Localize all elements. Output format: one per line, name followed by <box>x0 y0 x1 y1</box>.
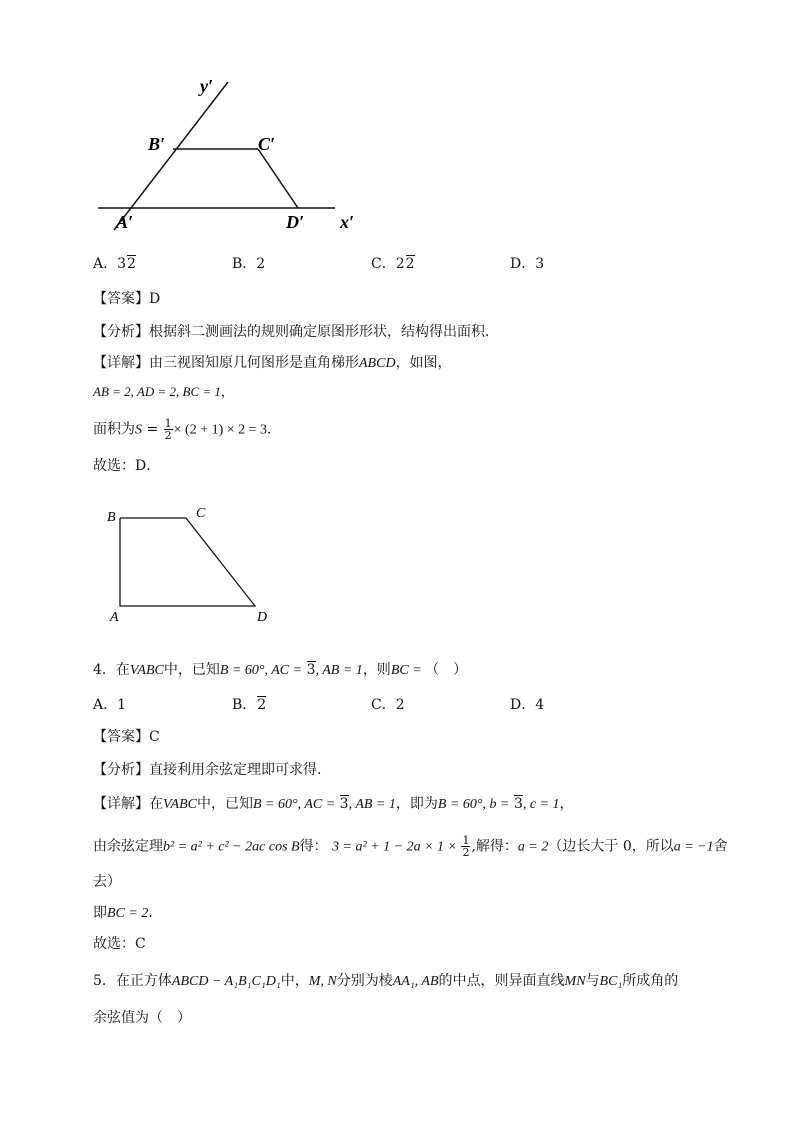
q4-law-continued: 去） <box>93 874 121 890</box>
q4-option-a: A．1 <box>93 697 127 713</box>
q3-option-b: B．2 <box>232 256 266 272</box>
q4-law-of-cosines: 由余弦定理b² = a² + c² − 2ac cos B得： 3 = a² + 1 − 2a × 1 × $\frac{1}{2}$ ,解得：a = 2（边长大于 0，所以a = −1舍 <box>93 834 728 859</box>
q4-choose: 故选：C <box>93 936 146 952</box>
q4-result: 即BC = 2. <box>93 905 153 921</box>
q3-option-c: C．22 <box>371 256 415 272</box>
q5-stem-continued: 余弦值为（ ） <box>93 1010 191 1026</box>
label-b-prime: B′ <box>148 134 166 154</box>
q4-analysis: 【分析】直接利用余弦定理即可求得. <box>93 762 322 778</box>
q3-answer: 【答案】D <box>93 291 161 307</box>
q3-detail: 【详解】由三视图知原几何图形是直角梯形ABCD，如图， <box>93 355 452 371</box>
label-a: A <box>110 610 119 625</box>
label-c: C <box>196 506 206 521</box>
label-y-prime: y′ <box>200 76 214 96</box>
label-c-prime: C′ <box>258 134 276 154</box>
label-b: B <box>107 510 116 525</box>
q4-option-b: B．2 <box>232 697 267 713</box>
q3-choose: 故选：D． <box>93 458 161 474</box>
q3-option-d: D．3 <box>510 256 545 272</box>
label-x-prime: x′ <box>340 212 355 232</box>
q4-option-d: D．4 <box>510 697 545 713</box>
q4-detail: 【详解】在VABC中，已知B = 60°, AC = 3, AB = 1，即为B = 60°, b = 3, c = 1， <box>93 796 574 812</box>
label-d: D <box>257 610 268 625</box>
q3-area: 面积为S = $\frac{1}{2}$ × (2 + 1) × 2 = 3． <box>93 417 282 442</box>
trapezoid-outline <box>120 518 255 606</box>
q3-detail-values: AB = 2, AD = 2, BC = 1， <box>93 384 234 399</box>
label-d-prime: D′ <box>286 212 305 232</box>
oblique-figure <box>90 70 370 240</box>
q3-analysis: 【分析】根据斜二测画法的规则确定原图形形状，结构得出面积． <box>93 324 499 340</box>
label-a-prime: A′ <box>116 212 134 232</box>
edge-cd <box>258 149 298 208</box>
trapezoid-figure <box>100 500 280 630</box>
q4-answer: 【答案】C <box>93 729 160 745</box>
q4-stem: 4．在VABC中，已知B = 60°, AC = 3, AB = 1，则BC = （ ） <box>93 662 468 678</box>
q4-option-c: C．2 <box>371 697 405 713</box>
q5-stem: 5．在正方体ABCD − A₁B₁C₁D₁中，M, N分别为棱AA₁, AB的中点，则异面直线MN与BC₁所成角的 <box>93 973 679 989</box>
q3-option-a: A．32 <box>93 256 136 272</box>
